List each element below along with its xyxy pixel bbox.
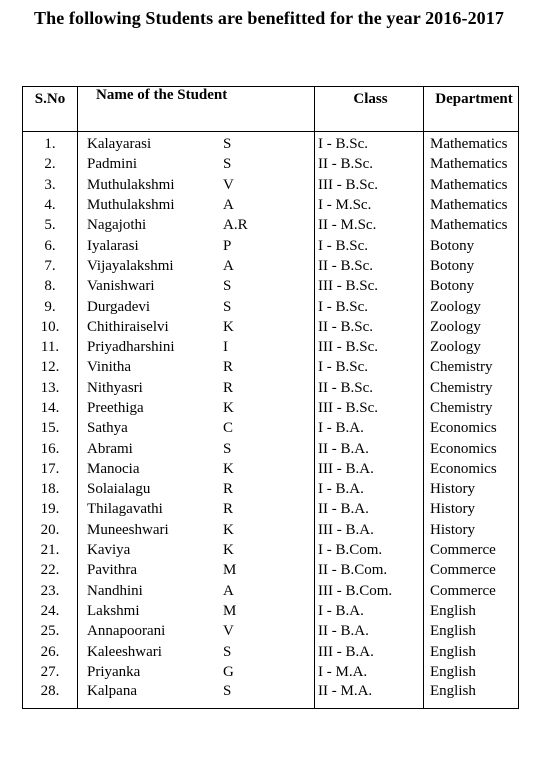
cell-name [78,195,315,215]
cell-sno: 11. [23,337,78,357]
cell-department: English [424,682,519,709]
cell-sno: 27. [23,662,78,682]
cell-department: Mathematics [424,175,519,195]
table-row [23,560,519,580]
cell-class: I - B.Com. [315,540,424,560]
student-name: Nandhini [87,582,143,599]
cell-sno: 16. [23,438,78,458]
cell-department: Chemistry [424,398,519,418]
student-name: Annapoorani [87,623,166,640]
cell-name [78,337,315,357]
cell-class: I - B.A. [315,418,424,438]
cell-sno: 9. [23,296,78,316]
cell-sno: 28. [23,682,78,709]
cell-sno: 25. [23,621,78,641]
student-name: Sathya [87,420,128,437]
cell-class: I - B.Sc. [315,132,424,155]
cell-department: Mathematics [424,132,519,155]
cell-name [78,357,315,377]
table-row [23,438,519,458]
cell-department: English [424,601,519,621]
cell-class: III - B.A. [315,459,424,479]
student-initial: M [223,602,237,619]
cell-department: Chemistry [424,357,519,377]
cell-class: III - B.Com. [315,581,424,601]
student-initial: S [223,298,232,315]
table-row [23,256,519,276]
cell-class: II - M.Sc. [315,215,424,235]
cell-sno: 23. [23,581,78,601]
table-row [23,337,519,357]
table-row [23,357,519,377]
student-name: Priyadharshini [87,339,175,356]
student-initial: M [223,562,237,579]
students-table [22,86,519,709]
cell-name [78,499,315,519]
cell-department: Commerce [424,560,519,580]
cell-sno: 24. [23,601,78,621]
cell-sno: 15. [23,418,78,438]
student-name: Thilagavathi [87,501,163,518]
table-row [23,641,519,661]
cell-department: Commerce [424,540,519,560]
table-row [23,459,519,479]
student-name: Chithiraiselvi [87,318,169,335]
student-initial: K [223,542,234,559]
cell-class: II - B.A. [315,438,424,458]
cell-class: II - B.A. [315,499,424,519]
cell-class: II - B.Sc. [315,378,424,398]
cell-name [78,317,315,337]
table-row [23,621,519,641]
cell-name [78,175,315,195]
cell-class: I - M.Sc. [315,195,424,215]
cell-department: Zoology [424,337,519,357]
cell-class: I - M.A. [315,662,424,682]
cell-department: Botony [424,276,519,296]
cell-class: III - B.Sc. [315,175,424,195]
cell-name [78,215,315,235]
cell-class: II - B.Sc. [315,154,424,174]
table-row [23,398,519,418]
cell-class: II - B.Sc. [315,256,424,276]
student-initial: K [223,460,234,477]
table-row [23,540,519,560]
student-name: Muthulakshmi [87,197,175,214]
table-row [23,682,519,709]
student-initial: A [223,582,234,599]
cell-name [78,540,315,560]
cell-department: Botony [424,256,519,276]
cell-sno: 12. [23,357,78,377]
student-name: Iyalarasi [87,237,139,254]
cell-sno: 19. [23,499,78,519]
cell-sno: 5. [23,215,78,235]
cell-sno: 2. [23,154,78,174]
cell-name [78,256,315,276]
student-name: Solaialagu [87,481,151,498]
student-initial: K [223,521,234,538]
student-initial: A.R [223,217,248,234]
header-class: Class [315,87,424,132]
student-initial: K [223,318,234,335]
cell-name [78,378,315,398]
table-row [23,418,519,438]
cell-class: I - B.Sc. [315,235,424,255]
student-initial: V [223,623,234,640]
table-row [23,215,519,235]
student-initial: A [223,197,234,214]
table-row [23,479,519,499]
cell-department: Economics [424,418,519,438]
cell-sno: 13. [23,378,78,398]
student-name: Muthulakshmi [87,176,175,193]
cell-sno: 4. [23,195,78,215]
student-name: Preethiga [87,400,144,416]
cell-class: I - B.Sc. [315,357,424,377]
cell-class: III - B.Sc. [315,398,424,418]
cell-department: English [424,621,519,641]
student-name: Kalpana [87,683,137,700]
table-row [23,235,519,255]
header-name: Name of the Student [78,87,315,132]
student-initial: R [223,501,234,518]
cell-name [78,438,315,458]
cell-name [78,479,315,499]
student-name: Durgadevi [87,298,151,315]
student-name: Padmini [87,156,138,173]
cell-name [78,581,315,601]
table-row [23,296,519,316]
cell-department: English [424,662,519,682]
cell-sno: 26. [23,641,78,661]
cell-department: Chemistry [424,378,519,398]
table-row [23,520,519,540]
cell-name [78,154,315,174]
cell-class: III - B.Sc. [315,337,424,357]
student-initial: S [223,156,232,173]
student-name: Nagajothi [87,217,147,234]
cell-department: History [424,479,519,499]
table-row [23,132,519,155]
cell-name [78,662,315,682]
cell-name [78,296,315,316]
cell-sno: 8. [23,276,78,296]
table-row [23,499,519,519]
cell-sno: 3. [23,175,78,195]
student-name: Abrami [87,440,133,457]
table-row [23,276,519,296]
cell-sno: 1. [23,132,78,155]
student-initial: A [223,257,234,274]
student-name: Muneeshwari [87,521,169,538]
table-row [23,195,519,215]
cell-sno: 10. [23,317,78,337]
cell-class: II - M.A. [315,682,424,709]
student-name: Priyanka [87,663,141,680]
cell-department: Zoology [424,317,519,337]
cell-department: Zoology [424,296,519,316]
cell-department: History [424,520,519,540]
table-row [23,175,519,195]
cell-name [78,621,315,641]
cell-class: II - B.Sc. [315,317,424,337]
cell-name [78,235,315,255]
student-name: Kaleeshwari [87,643,162,660]
student-initial: S [223,643,232,660]
cell-sno: 6. [23,235,78,255]
cell-name [78,682,315,709]
cell-department: Economics [424,459,519,479]
student-initial: R [223,481,234,498]
cell-class: III - B.A. [315,520,424,540]
cell-class: II - B.Com. [315,560,424,580]
cell-sno: 21. [23,540,78,560]
cell-name [78,418,315,438]
student-initial: I [223,339,228,356]
cell-name [78,520,315,540]
cell-name [78,132,315,155]
cell-department: English [424,641,519,661]
cell-class: I - B.A. [315,479,424,499]
cell-department: Mathematics [424,215,519,235]
student-name: Kaviya [87,542,131,559]
cell-sno: 17. [23,459,78,479]
cell-department: Commerce [424,581,519,601]
table-body [23,132,519,709]
student-initial: R [223,379,234,396]
cell-sno: 7. [23,256,78,276]
student-name: Kalayarasi [87,136,152,153]
cell-class: III - B.Sc. [315,276,424,296]
cell-sno: 14. [23,398,78,418]
cell-class: I - B.Sc. [315,296,424,316]
student-initial: R [223,359,234,376]
student-initial: K [223,400,234,416]
student-name: Lakshmi [87,602,140,619]
table-row [23,378,519,398]
student-name: Vijayalakshmi [87,257,174,274]
header-department: Department [424,87,519,132]
cell-name [78,601,315,621]
cell-department: Botony [424,235,519,255]
student-initial: V [223,176,234,193]
cell-sno: 20. [23,520,78,540]
table-row [23,662,519,682]
cell-name [78,641,315,661]
student-name: Vinitha [87,359,132,376]
table-row [23,581,519,601]
student-initial: C [223,420,234,437]
table-header-row [23,87,519,132]
cell-department: History [424,499,519,519]
cell-department: Economics [424,438,519,458]
student-name: Nithyasri [87,379,143,396]
student-name: Manocia [87,460,140,477]
cell-department: Mathematics [424,154,519,174]
table-row [23,154,519,174]
student-initial: S [223,136,232,153]
student-initial: G [223,663,234,680]
student-initial: S [223,440,232,457]
student-name: Pavithra [87,562,137,579]
cell-name [78,276,315,296]
table-row [23,317,519,337]
table-row [23,601,519,621]
cell-sno: 18. [23,479,78,499]
student-initial: S [223,683,232,700]
student-name: Vanishwari [87,278,155,295]
cell-sno: 22. [23,560,78,580]
cell-class: I - B.A. [315,601,424,621]
cell-department: Mathematics [424,195,519,215]
header-sno: S.No [23,87,78,132]
student-initial: S [223,278,232,295]
cell-class: II - B.A. [315,621,424,641]
page-title: The following Students are benefitted for the year 2016-2017 [34,8,504,28]
cell-name [78,459,315,479]
cell-class: III - B.A. [315,641,424,661]
cell-name [78,398,315,418]
cell-name [78,560,315,580]
student-initial: P [223,237,232,254]
